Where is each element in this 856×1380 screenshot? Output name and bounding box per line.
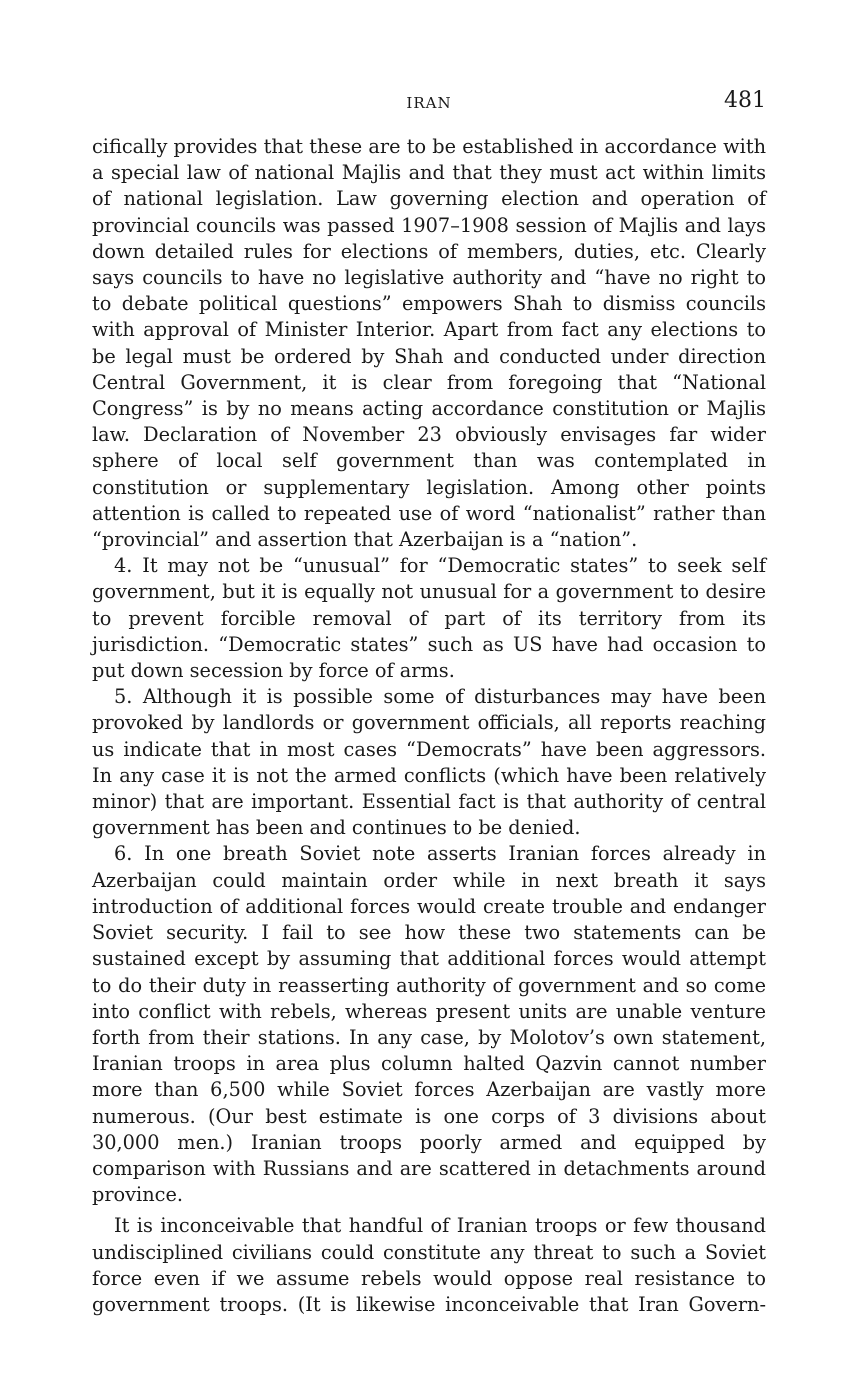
running-title: IRAN: [406, 94, 452, 112]
page-number: 481: [724, 88, 766, 113]
running-header: [92, 88, 766, 120]
paragraph-point-6: 6. In one breath Soviet note asserts Iranian forces already in Azerbaijan could maintain order while in next breath it says introduction of additional forces would create trouble and endanger Soviet security. I fail to see how these two statements can be sustained except by assuming that additional forces would attempt to do their duty in reasserting authority of government and so come into conflict with rebels, whereas present units are unable venture forth from their stations. In any case, by Molotov’s own statement, Iranian troops in area plus column halted Qazvin cannot number more than 6,500 while Soviet forces Azerbaijan are vastly more numerous. (Our best estimate is one corps of 3 divisions about 30,000 men.) Iranian troops poorly armed and equipped by comparison with Russians and are scattered in detachments around province.: [92, 842, 766, 1207]
paragraph-point-4: 4. It may not be “unusual” for “Democratic states” to seek self government, but it is equally not unusual for a government to desire to prevent forcible removal of part of its territory from its jurisdiction. “Democratic states” such as US have had occasion to put down secession by force of arms.: [92, 554, 766, 683]
body-text: [92, 134, 766, 1318]
paragraph-conclusion: It is inconceivable that handful of Iranian troops or few thousand undisciplined civilians could constitute any threat to such a Soviet force even if we assume rebels would oppose real resistance to government troops. (It is likewise inconceivable that Iran Govern-: [92, 1214, 766, 1316]
paragraph-point-5: 5. Although it is possible some of disturbances may have been provoked by landlords or government officials, all reports reaching us indicate that in most cases “Democrats” have been aggressors. In any case it is not the armed conflicts (which have been relatively minor) that are important. Essential fact is that authority of central government has been and continues to be denied.: [92, 685, 766, 840]
paragraph-continued: cifically provides that these are to be established in accordance with a special law of national Majlis and that they must act within limits of national legislation. Law governing election and operation of provincial councils was passed 1907–1908 session of Majlis and lays down detailed rules for elections of members, duties, etc. Clearly says councils to have no legislative authority and “have no right to to debate political questions” empowers Shah to dismiss councils with approval of Minister Interior. Apart from fact any elections to be legal must be ordered by Shah and conducted under direction Central Government, it is clear from foregoing that “National Congress” is by no means acting accordance constitution or Majlis law. Declaration of November 23 obviously envisages far wider sphere of local self government than was contemplated in constitution or supplementary legislation. Among other points attention is called to repeated use of word “nationalist” rather than “provincial” and assertion that Azerbaijan is a “nation”.: [92, 135, 766, 552]
